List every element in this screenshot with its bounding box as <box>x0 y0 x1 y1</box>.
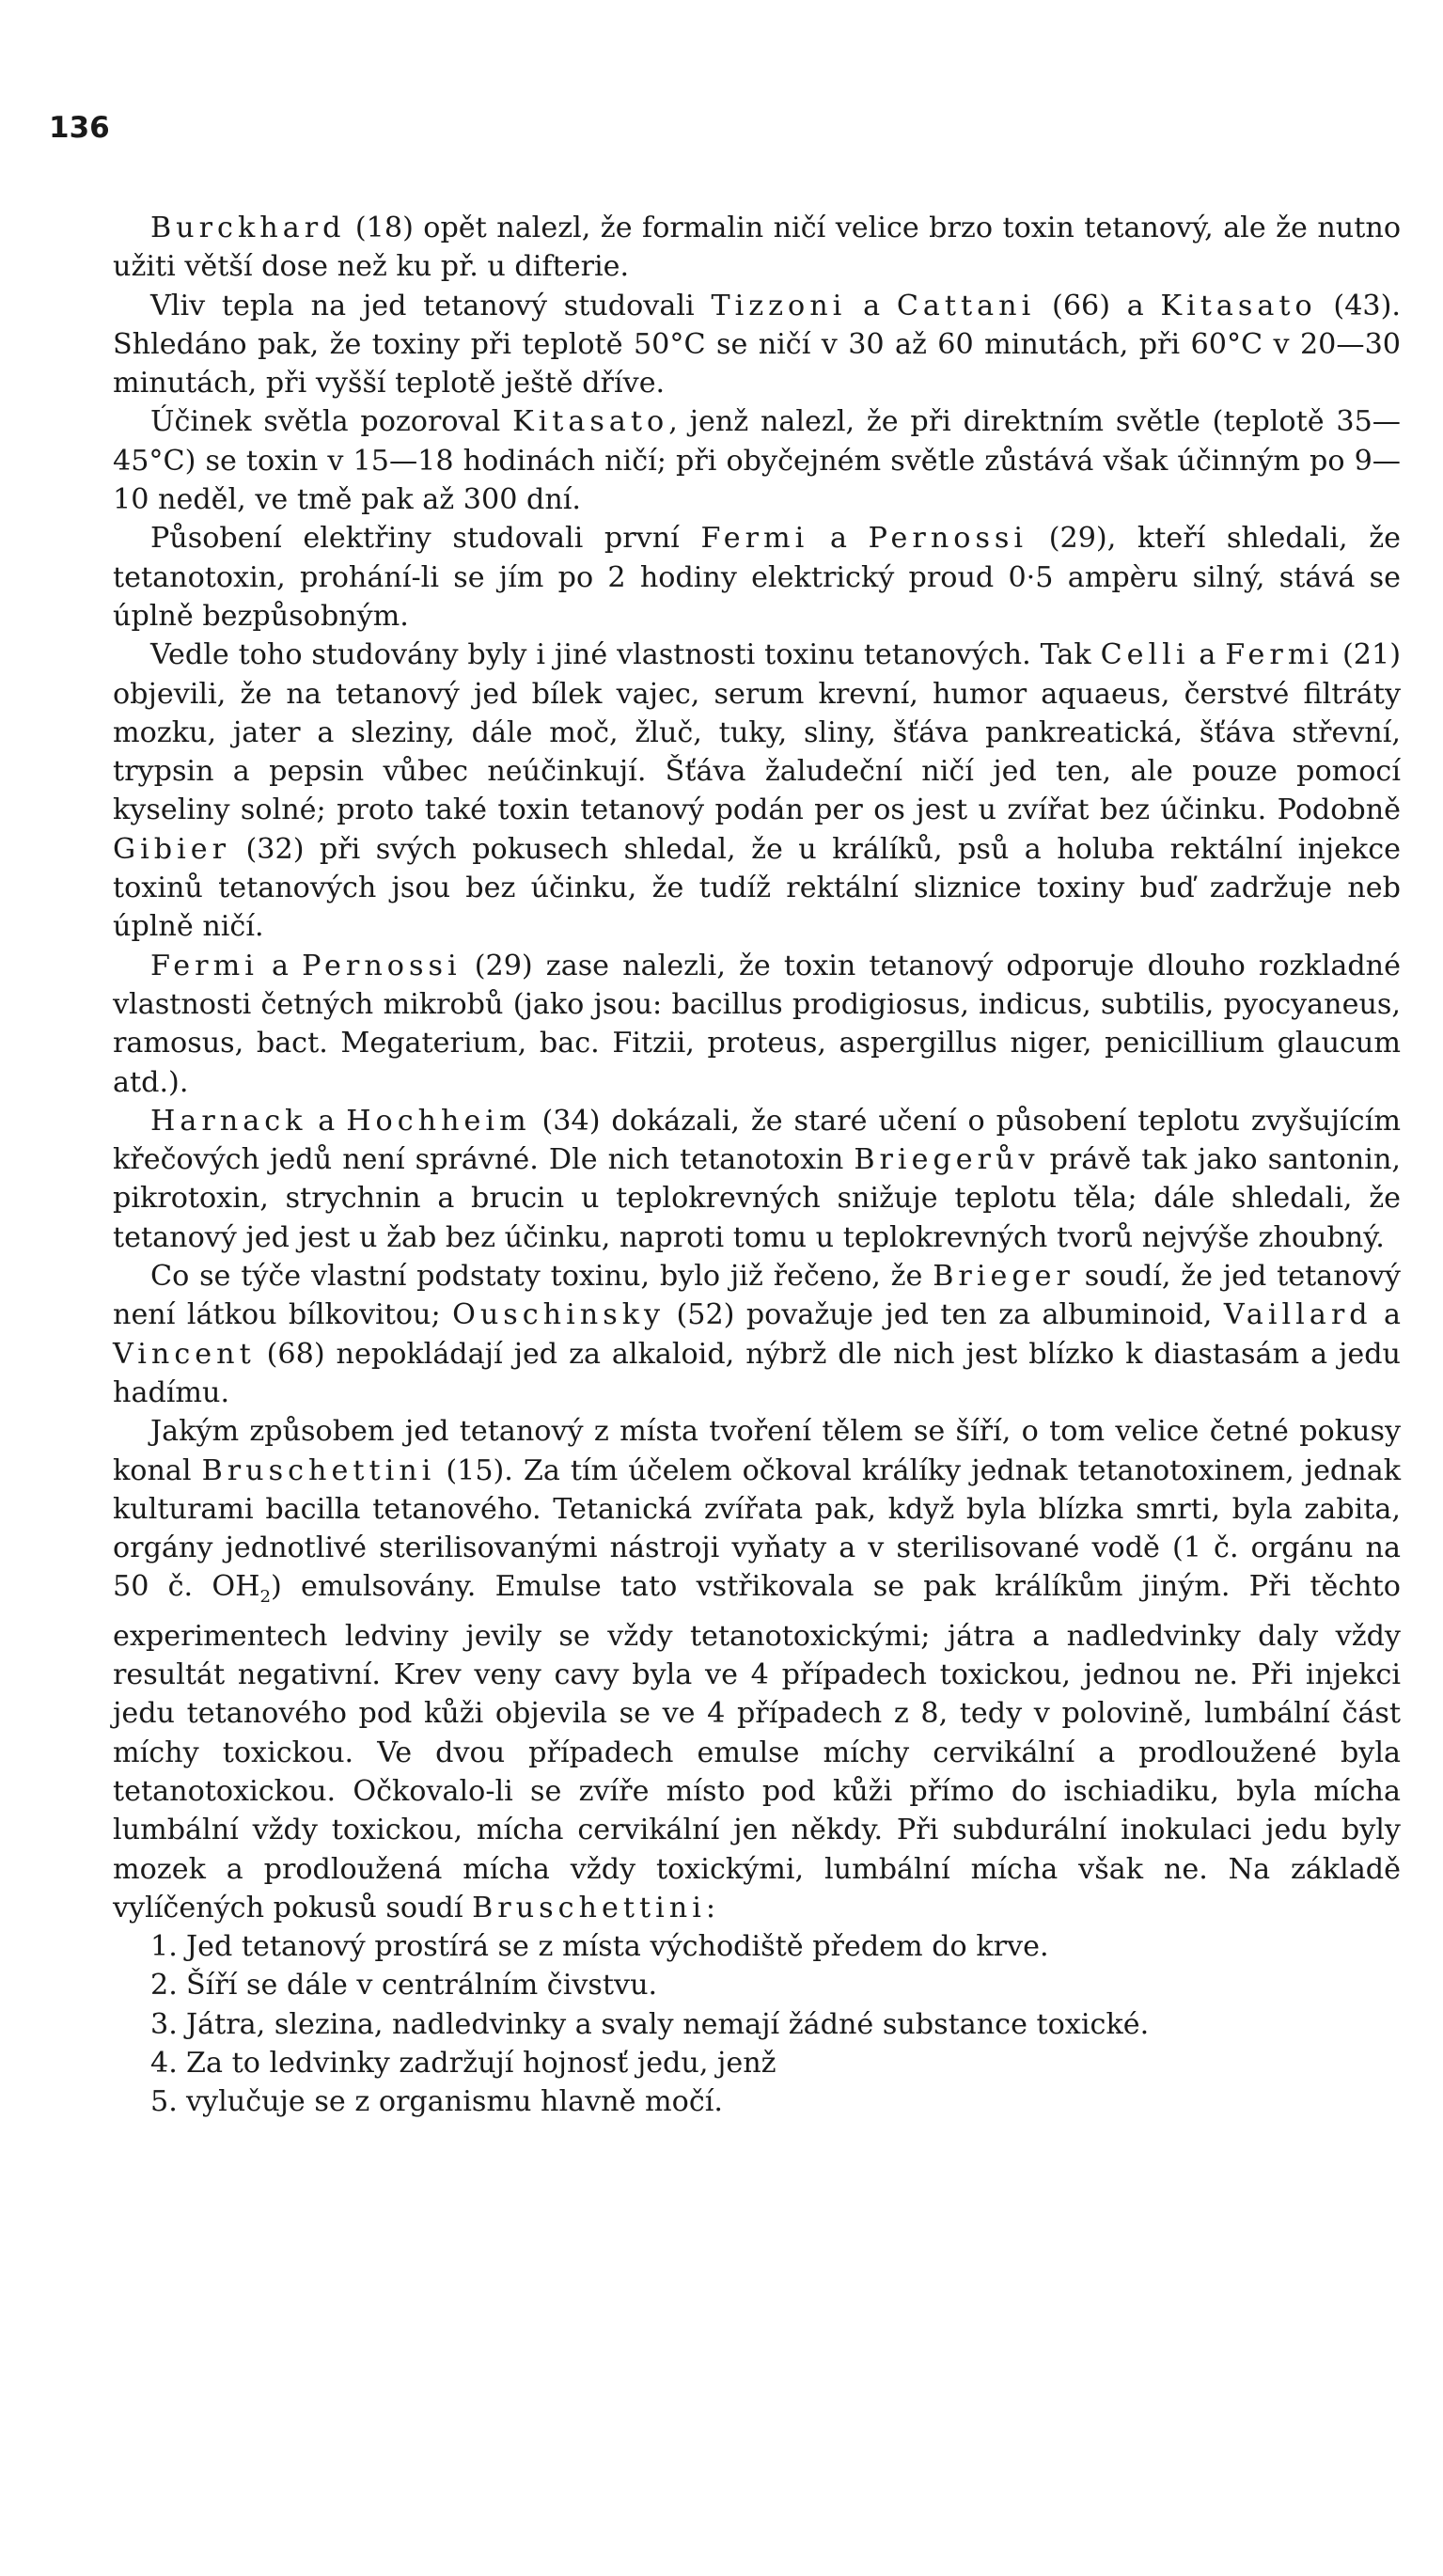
paragraph <box>113 636 1401 946</box>
subscript: 2 <box>259 1587 271 1608</box>
body-text <box>113 209 1401 2122</box>
text-run: (34) dokázali, že staré učení o působení teplotu zvyšujícím křečových jedů není správné. Dle nich tetanotoxin <box>113 1104 1401 1177</box>
author-name: Pernossi <box>302 949 462 982</box>
paragraph <box>113 209 1401 287</box>
text-run: Co se týče vlastní podstaty toxinu, bylo již řečeno, že <box>150 1260 933 1294</box>
text-run: a <box>808 522 869 556</box>
conclusion-item <box>113 2005 1401 2044</box>
conclusion-item <box>113 1927 1401 1966</box>
author-name: Vaillard <box>1223 1298 1372 1332</box>
text-run: Účinek světla pozoroval <box>150 405 513 439</box>
text-run: (18) opět nalezl, že formalin ničí velice brzo toxin tetanový, ale že nutno užiti větší dose než ku př. u difterie. <box>113 212 1401 284</box>
paragraph <box>113 947 1401 1102</box>
text-run: Vliv tepla na jed tetanový studovali <box>150 289 712 322</box>
author-name: Hochheim <box>346 1104 531 1138</box>
author-name: Celli <box>1100 638 1190 672</box>
paragraph <box>113 287 1401 403</box>
author-name: Cattani <box>896 289 1036 322</box>
text-run: ) emulsovány. Emulse tato vstřikovala se pak králíkům jiným. Při těchto experimentech ledviny jevily se vždy tetanotoxickými; játra a nadledvinky daly vždy resultát negativní. Krev veny cavy byla ve 4 případech toxickou, jednou ne. Při injekci jedu tetanového pod kůži objevila se ve 4 případech z 8, tedy v polovině, lumbální část míchy toxickou. Ve dvou případech emulse míchy cervikální a prodloužené byla tetanotoxickou. Očkovalo-li se zvíře místo pod kůži přímo do ischiadiku, byla mícha lumbální vždy toxickou, mícha cervikální jen někdy. Při subdurální inokulaci jedu byly mozek a prodloužená mícha vždy toxickými, lumbální mícha však ne. Na základě vylíčených pokusů soudí <box>113 1570 1401 1924</box>
paragraph <box>113 1102 1401 1257</box>
text-run: a <box>306 1104 347 1138</box>
text-run: a <box>1372 1298 1401 1332</box>
conclusion-item <box>113 2082 1401 2121</box>
text-run: : <box>705 1891 716 1924</box>
text-run: (29) zase nalezli, že toxin tetanový odporuje dlouho rozkladné vlastnosti četných mikrobů (jako jsou: bacillus prodigiosus, indicus, subtilis, pyocyaneus, ramosus, bact. Megaterium, bac. Fitzii, proteus, aspergillus niger, penicillium glaucum atd.). <box>113 949 1401 1099</box>
author-name: Harnack <box>150 1104 307 1138</box>
author-name: Gibier <box>113 832 231 866</box>
author-name: Burckhard <box>150 212 346 244</box>
conclusion-number: 3. <box>150 2007 178 2041</box>
text-run: a <box>846 289 897 322</box>
text-run: a <box>258 949 303 982</box>
author-name: Fermi <box>700 522 809 556</box>
author-name: Kitasato <box>1160 289 1317 322</box>
author-name: Bruschettini <box>472 1891 706 1924</box>
conclusion-text: Šíří se dále v centrálním čivstvu. <box>186 1969 658 2003</box>
text-run: (15). Za tím účelem očkoval králíky jednak tetanotoxinem, jednak kulturami bacilla tetanového. Tetanická zvířata pak, když byla blízka smrti, byla zabita, orgány jednotlivé sterilisovanými nástroji vyňaty a v sterilisované vodě (1 č. orgánu na 50 č. OH <box>113 1453 1401 1604</box>
author-name: Tizzoni <box>711 289 847 322</box>
text-run: soudí, že jed tetanový není látkou bílkovitou; <box>113 1260 1401 1332</box>
text-run: , jenž nalezl, že při direktním světle (teplotě 35—45°C) se toxin v 15—18 hodinách ničí; při obyčejném světle zůstává však účinným po 9—10 neděl, ve tmě pak až 300 dní. <box>113 405 1401 517</box>
author-name: Vincent <box>113 1337 256 1371</box>
text-run: Vedle toho studovány byly i jiné vlastnosti toxinu tetanových. Tak <box>150 638 1101 672</box>
text-run: a <box>1189 638 1226 672</box>
text-run: Jakým způsobem jed tetanový z místa tvoření tělem se šíří, o tom velice četné pokusy konal <box>113 1415 1401 1487</box>
conclusion-number: 4. <box>150 2046 178 2080</box>
paragraph <box>113 519 1401 636</box>
conclusion-text: Jed tetanový prostírá se z místa východiště předem do krve. <box>186 1930 1049 1964</box>
text-run: (29), kteří shledali, že tetanotoxin, prohání-li se jím po 2 hodiny elektrický proud 0·5 ampèru silný, stává se úplně bezpůsobným. <box>113 522 1401 633</box>
text-run: (21) objevili, že na tetanový jed bílek vajec, serum krevní, humor aquaeus, čerstvé filtráty mozku, jater a sleziny, dále moč, žluč, tuky, sliny, šťáva pankreatická, šťáva střevní, trypsin a pepsin vůbec neúčinkují. Šťáva žaludeční ničí jed ten, ale pouze pomocí kyseliny solné; proto také toxin tetanový podán per os jest u zvířat bez účinku. Podobně <box>113 638 1401 827</box>
text-run: (52) považuje jed ten za albuminoid, <box>665 1298 1224 1332</box>
paragraphs <box>113 209 1401 1927</box>
author-name: Fermi <box>1225 638 1334 672</box>
conclusion-number: 5. <box>150 2085 178 2119</box>
paragraph <box>113 1257 1401 1412</box>
conclusion-text: Játra, slezina, nadledvinky a svaly nemají žádné substance toxické. <box>186 2007 1150 2041</box>
conclusion-number: 1. <box>150 1930 178 1964</box>
text-run: právě tak jako santonin, pikrotoxin, strychnin a brucin u teplokrevných snižuje teplotu těla; dále shledali, že tetanový jed jest u žab bez účinku, naproti tomu u teplokrevných tvorů nejvýše zhoubný. <box>113 1143 1401 1254</box>
author-name: Bruschettini <box>201 1453 436 1487</box>
author-name: Fermi <box>150 949 259 982</box>
author-name: Pernossi <box>868 522 1028 556</box>
conclusion-text: Za to ledvinky zadržují hojnosť jedu, jenž <box>186 2046 776 2080</box>
conclusion-text: vylučuje se z organismu hlavně močí. <box>186 2085 724 2119</box>
text-run: (43). Shledáno pak, že toxiny při teplotě 50°C se ničí v 30 až 60 minutách, při 60°C v 20—30 minutách, při vyšší teplotě ještě dříve. <box>113 289 1401 401</box>
page-number: 136 <box>49 111 110 145</box>
text-run: (68) nepokládají jed za alkaloid, nýbrž dle nich jest blízko k diastasám a jedu hadímu. <box>113 1337 1401 1409</box>
author-name: Ouschinsky <box>452 1298 666 1332</box>
paragraph <box>113 402 1401 519</box>
text-run: Působení elektřiny studovali první <box>150 522 701 556</box>
text-run: (66) a <box>1035 289 1161 322</box>
paragraph <box>113 1412 1401 1927</box>
conclusion-number: 2. <box>150 1969 178 2003</box>
author-name: Briegerův <box>854 1143 1040 1177</box>
conclusion-item <box>113 2044 1401 2082</box>
text-run: (32) při svých pokusech shledal, že u králíků, psů a holuba rektální injekce toxinů tetanových jsou bez účinku, že tudíž rektální sliznice toxiny buď zadržuje neb úplně ničí. <box>113 832 1401 944</box>
author-name: Kitasato <box>512 405 669 439</box>
conclusions-list <box>113 1927 1401 2121</box>
author-name: Brieger <box>933 1260 1074 1294</box>
conclusion-item <box>113 1966 1401 2004</box>
